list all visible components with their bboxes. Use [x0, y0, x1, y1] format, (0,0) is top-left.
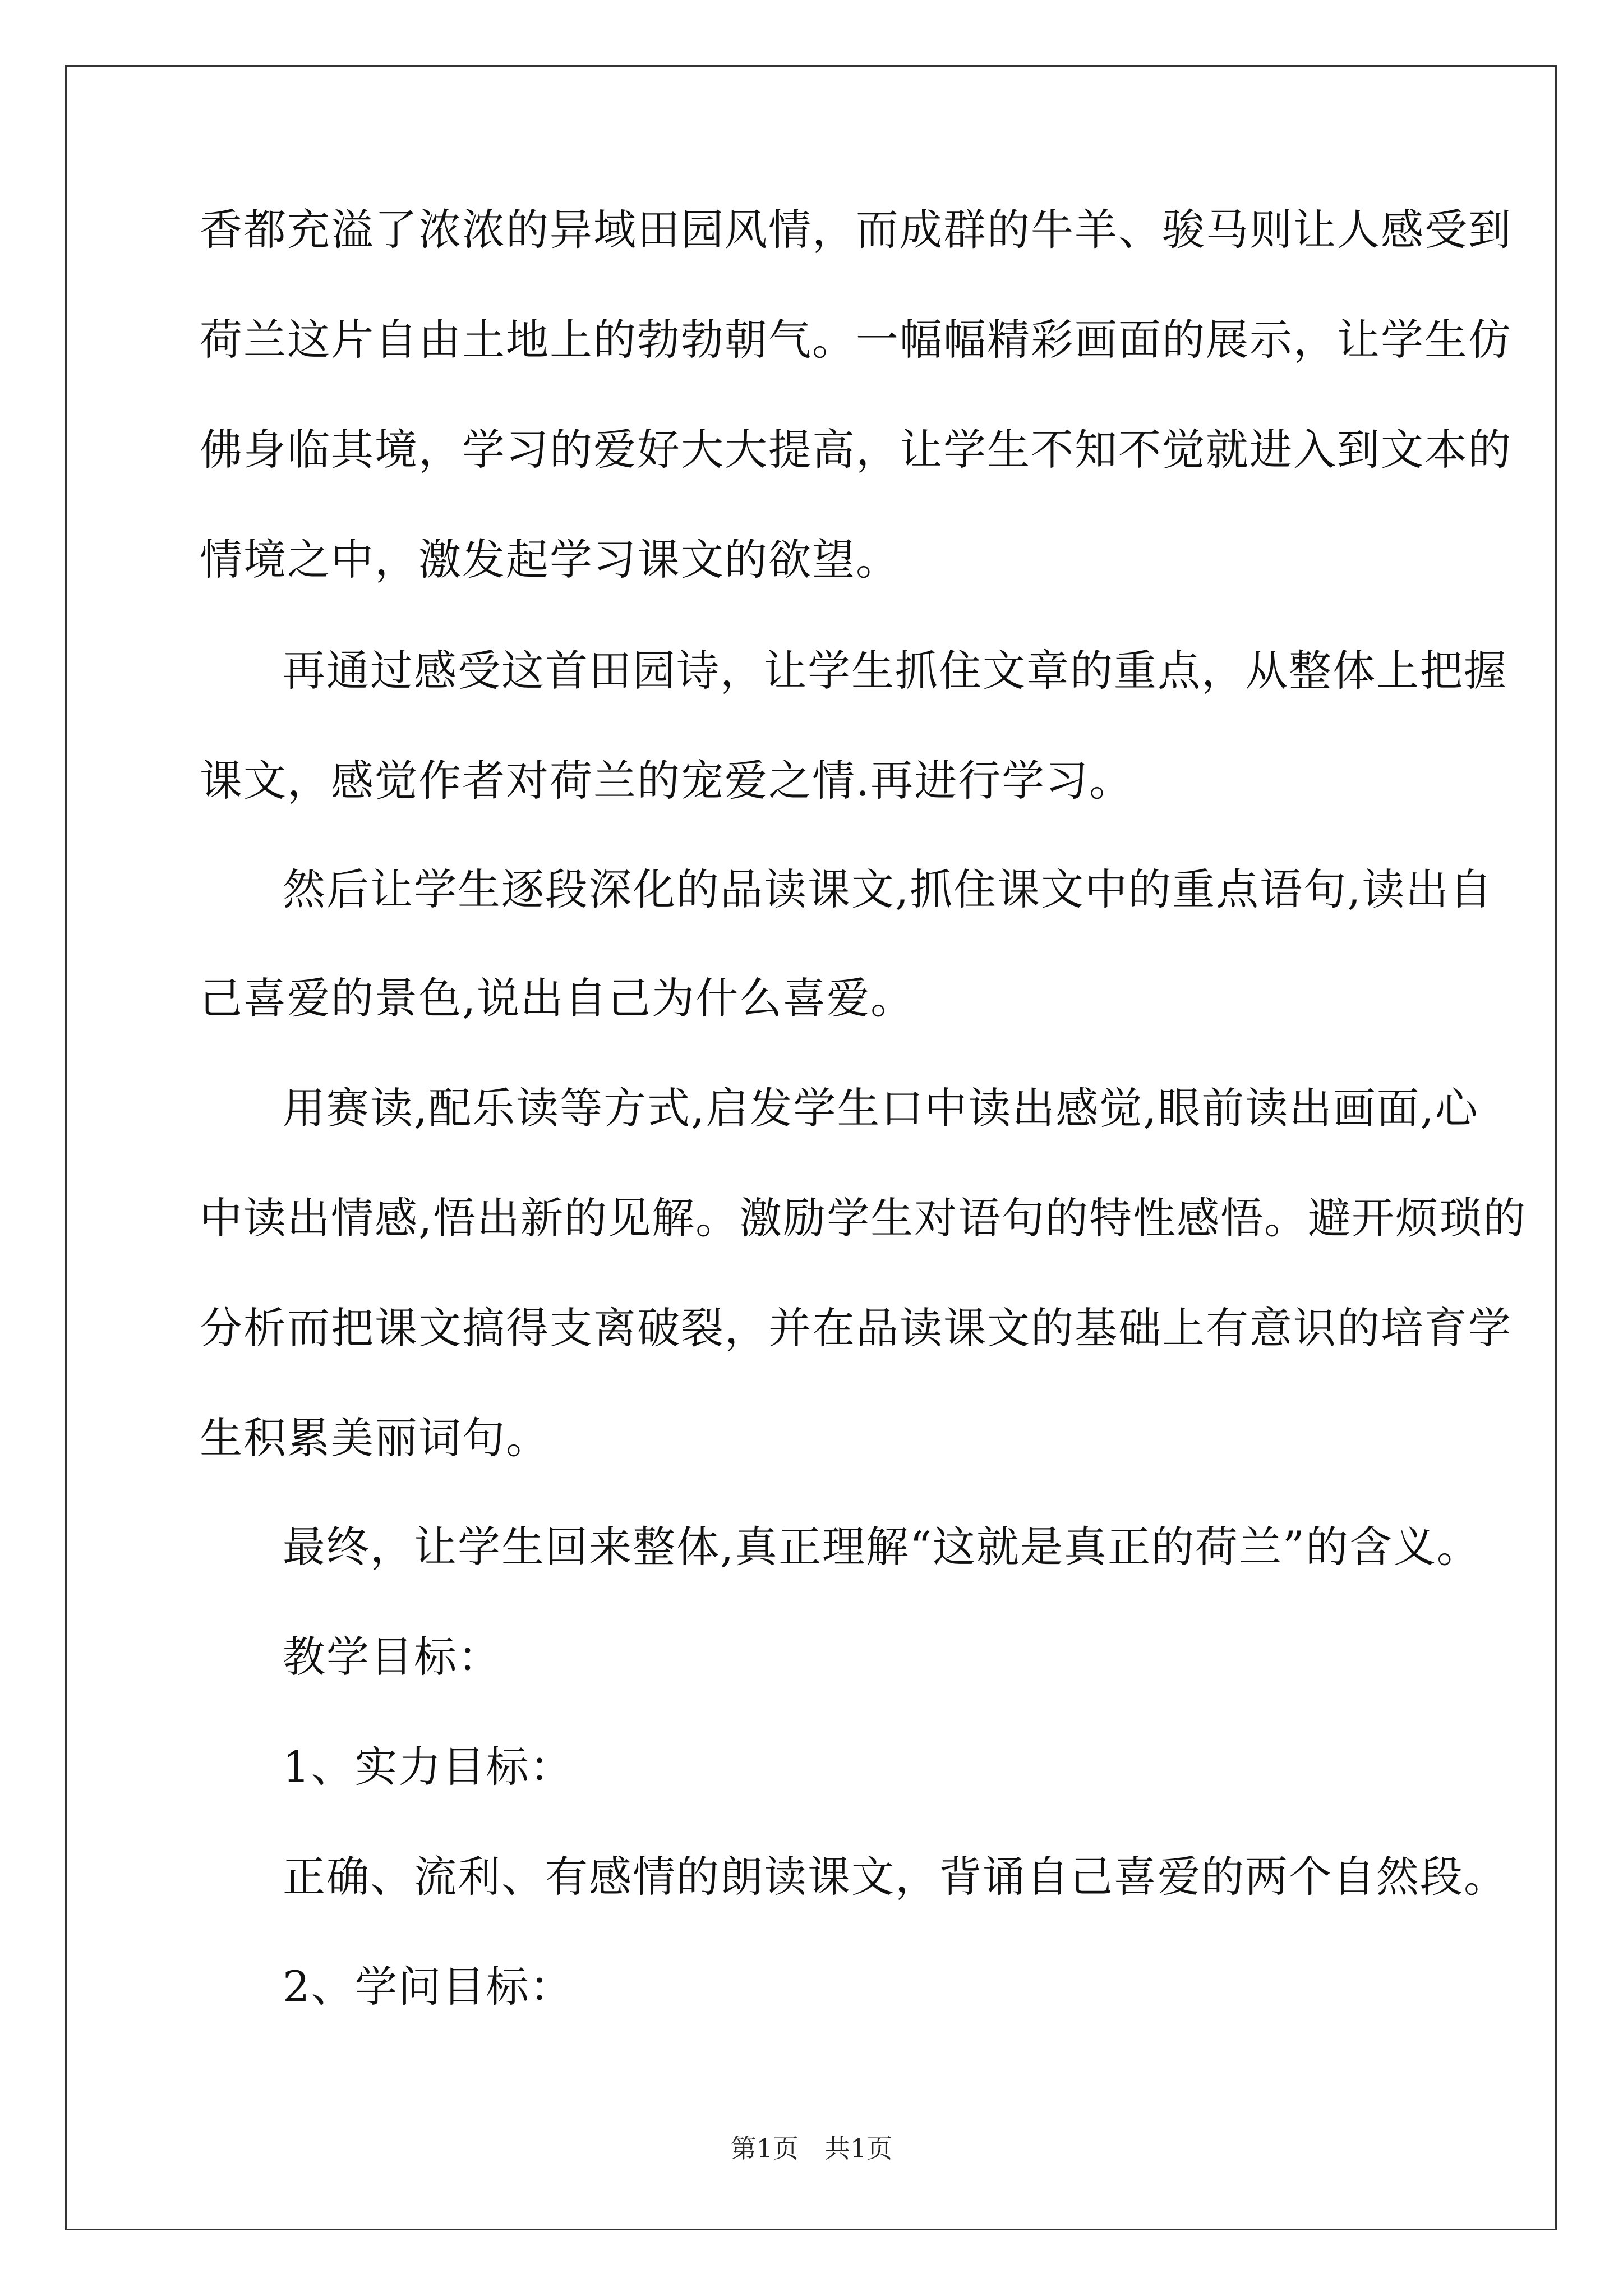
text-line: 分析而把课文搞得支离破裂，并在品读课文的基础上有意识的培育学 — [200, 1303, 1512, 1353]
text-line: 再通过感受这首田园诗，让学生抓住文章的重点，从整体上把握 — [283, 646, 1507, 696]
text-line: 佛身临其境，学习的爱好大大提高，让学生不知不觉就进入到文本的 — [200, 425, 1512, 475]
text-line: 情境之中，激发起学习课文的欲望。 — [200, 535, 900, 585]
text-line: 正确、流利、有感情的朗读课文，背诵自己喜爱的两个自然段。 — [283, 1852, 1507, 1902]
text-line: 最终，让学生回来整体,真正理解“这就是真正的荷兰”的含义。 — [283, 1522, 1481, 1572]
page-border — [65, 65, 1557, 2230]
subsection-heading: 1、实力目标： — [283, 1742, 574, 1792]
text-line: 荷兰这片自由土地上的勃勃朝气。一幅幅精彩画面的展示，让学生仿 — [200, 315, 1512, 365]
text-line: 用赛读,配乐读等方式,启发学生口中读出感觉,眼前读出画面,心 — [283, 1083, 1479, 1133]
text-line: 课文，感觉作者对荷兰的宠爱之情.再进行学习。 — [200, 756, 1133, 806]
text-line: 香都充溢了浓浓的异域田园风情，而成群的牛羊、骏马则让人感受到 — [200, 205, 1512, 255]
section-heading: 教学目标： — [283, 1632, 501, 1682]
text-line: 己喜爱的景色,说出自己为什么喜爱。 — [200, 973, 915, 1023]
subsection-heading: 2、学问目标： — [283, 1962, 574, 2012]
text-line: 中读出情感,悟出新的见解。激励学生对语句的特性感悟。避开烦琐的 — [200, 1193, 1527, 1243]
page-number-footer: 第1页 共1页 — [730, 2133, 893, 2164]
text-line: 然后让学生逐段深化的品读课文,抓住课文中的重点语句,读出自 — [283, 864, 1493, 914]
text-line: 生积累美丽词句。 — [200, 1413, 550, 1463]
